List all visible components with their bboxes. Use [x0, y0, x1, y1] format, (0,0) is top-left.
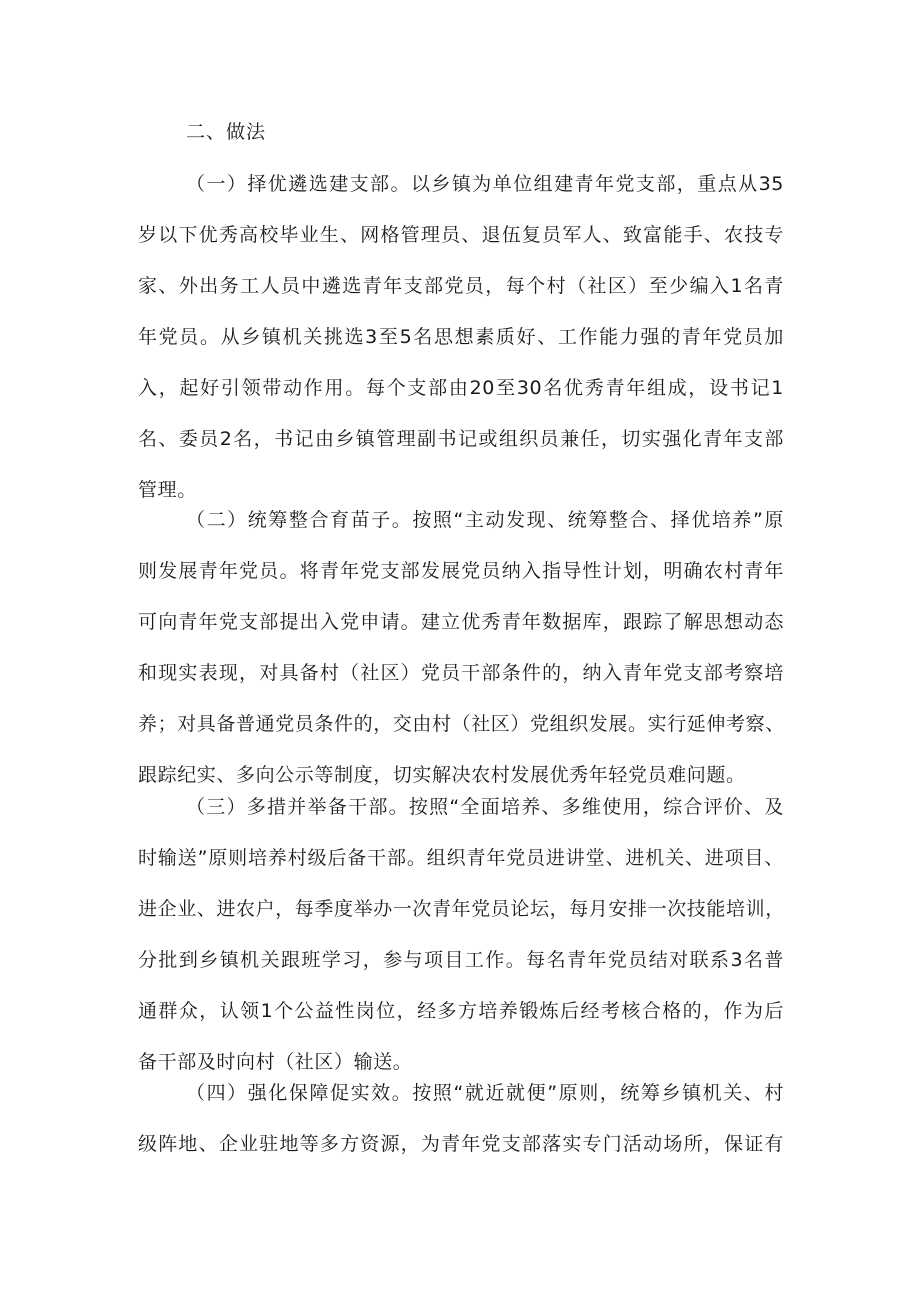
paragraph-line: （二）统筹整合育苗子。按照“主动发现、统筹整合、择优培养”原	[186, 509, 784, 531]
paragraph-line: 和现实表现，对具备村（社区）党员干部条件的，纳入青年党支部考察培	[138, 662, 784, 684]
paragraph-line: 级阵地、企业驻地等多方资源，为青年党支部落实专门活动场所，保证有	[138, 1133, 784, 1155]
paragraph-line: 通群众，认领1个公益性岗位，经多方培养锻炼后经考核合格的，作为后	[138, 1000, 784, 1022]
paragraph-line: 则发展青年党员。将青年党支部发展党员纳入指导性计划，明确农村青年	[138, 560, 784, 582]
paragraph-line: 管理。	[138, 479, 197, 501]
paragraph-1	[138, 170, 784, 527]
paragraph-line: 名、委员2名，书记由乡镇管理副书记或组织员兼任，切实强化青年支部	[138, 428, 784, 450]
paragraph-line: （三）多措并举备干部。按照“全面培养、多维使用，综合评价、及	[186, 796, 784, 818]
paragraph-line: 时输送”原则培养村级后备干部。组织青年党员进讲堂、进机关、进项目、	[138, 847, 784, 869]
paragraph-line: 跟踪纪实、多向公示等制度，切实解决农村发展优秀年轻党员难问题。	[138, 764, 746, 786]
paragraph-line: （一）择优遴选建支部。以乡镇为单位组建青年党支部，重点从35	[186, 173, 784, 195]
paragraph-line: 岁以下优秀高校毕业生、网格管理员、退伍复员军人、致富能手、农技专	[138, 224, 784, 246]
paragraph-line: 家、外出务工人员中遴选青年支部党员，每个村（社区）至少编入1名青	[138, 275, 784, 297]
paragraph-line: 分批到乡镇机关跟班学习，参与项目工作。每名青年党员结对联系3名普	[138, 949, 784, 971]
paragraph-line: 养；对具备普通党员条件的，交由村（社区）党组织发展。实行延伸考察、	[138, 713, 785, 735]
paragraph-line: 备干部及时向村（社区）输送。	[138, 1051, 413, 1073]
paragraph-line: 年党员。从乡镇机关挑选3至5名思想素质好、工作能力强的青年党员加	[138, 326, 784, 348]
paragraph-2	[138, 506, 784, 812]
section-heading: 二、做法	[186, 121, 267, 143]
paragraph-line: 入，起好引领带动作用。每个支部由20至30名优秀青年组成，设书记1	[138, 377, 784, 399]
paragraph-3	[138, 793, 784, 1099]
paragraph-line: 进企业、进农户，每季度举办一次青年党员论坛，每月安排一次技能培训，	[138, 898, 785, 920]
paragraph-4	[138, 1079, 784, 1181]
paragraph-line: 可向青年党支部提出入党申请。建立优秀青年数据库，跟踪了解思想动态	[138, 611, 784, 633]
paragraph-line: （四）强化保障促实效。按照“就近就便”原则，统筹乡镇机关、村	[186, 1082, 784, 1104]
